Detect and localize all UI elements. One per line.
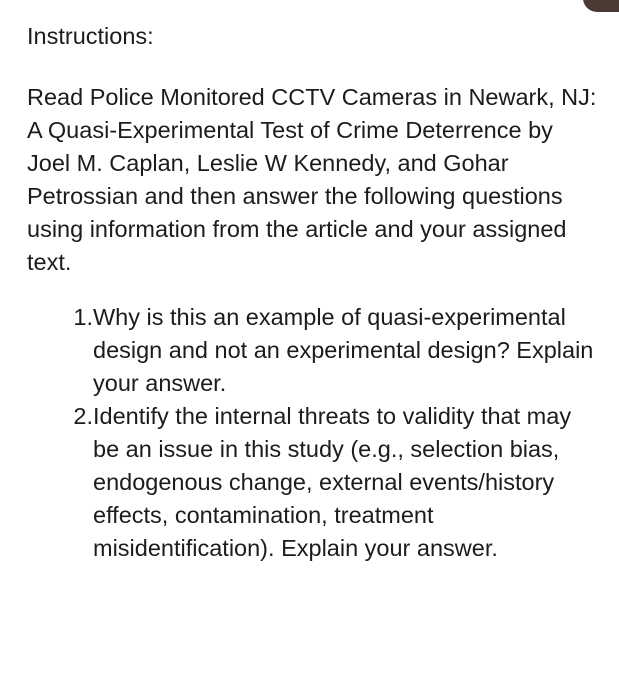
question-text: Why is this an example of quasi-experimental design and not an experimental design? Explain your answer. [93, 304, 594, 396]
instructions-document [27, 20, 597, 565]
questions-list [27, 301, 597, 565]
question-item-2 [27, 400, 597, 565]
corner-tab [583, 0, 619, 12]
question-number: 2. [73, 403, 93, 429]
question-number: 1. [73, 304, 93, 330]
question-text: Identify the internal threats to validity that may be an issue in this study (e.g., selection bias, endogenous change, external events/history effects, contamination, treatment misidentification). Explain your answer. [93, 403, 572, 561]
question-item-1 [27, 301, 597, 400]
instructions-intro: Read Police Monitored CCTV Cameras in Newark, NJ: A Quasi-Experimental Test of Crime Deterrence by Joel M. Caplan, Leslie W Kennedy, and Gohar Petrossian and then answer the following questions using information from the article and your assigned text. [27, 84, 597, 275]
instructions-heading: Instructions: [27, 23, 154, 49]
